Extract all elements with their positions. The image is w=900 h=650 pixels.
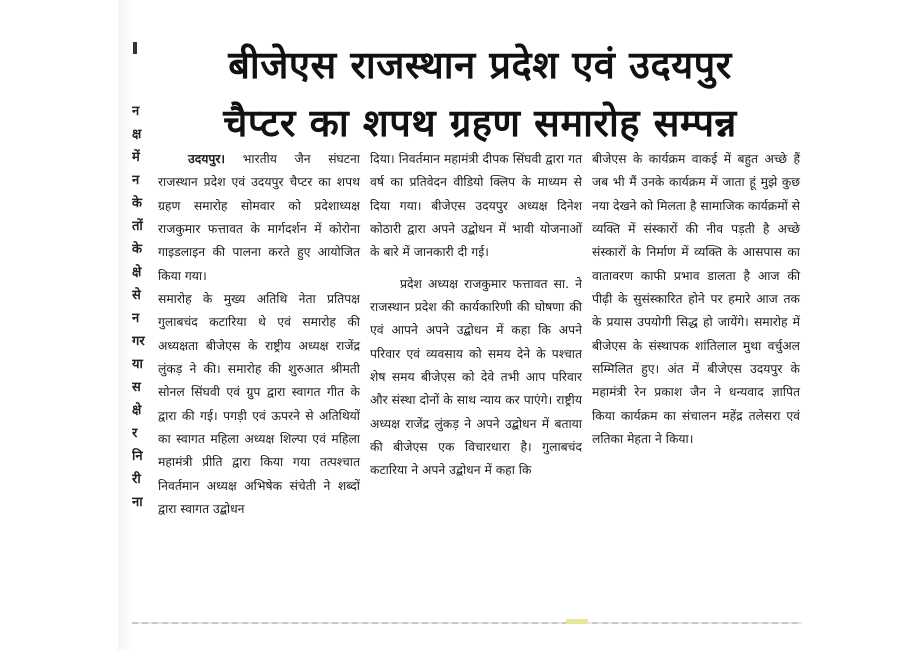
bottom-divider [132, 622, 802, 624]
headline-line-1: बीजेएस राजस्थान प्रदेश एवं उदयपुर [228, 43, 732, 87]
fragment-text: री [132, 472, 141, 487]
paragraph: बीजेएस के कार्यक्रम वाकई में बहुत अच्छे हैं जब भी मैं उनके कार्यक्रम में जाता हूं मुझे कुछ नया देखने को मिलता है सामाजिक कार्यक्रमों से व्यक्ति में संस्कारों की नीव पड़ती है अच्छे संस्कारों के निर्माण में व्यक्ति के आसपास का वातावरण काफी प्रभाव डालता है आज की पीढ़ी के सुसंस्कारित होने पर हमारे आज तक के प्रयास उपयोगी सिद्ध हो जायेंगे। समारोह में बीजेएस के संस्थापक शांतिलाल मुथा वर्चुअल सम्मिलित हुए। अंत में बीजेएस उदयपुर के महामंत्री रेन प्रकाश जैन ने धन्यवाद ज्ञापित किया कार्यक्रम का संचालन महेंद्र तलेसरा एवं लतिका मेहता ने किया। [592, 152, 800, 447]
fragment-text: या [132, 357, 143, 372]
article-column-1 [158, 148, 360, 522]
column-mark [133, 42, 137, 54]
highlight-mark [566, 619, 588, 624]
paragraph-text: भारतीय जैन संघटना राजस्थान प्रदेश एवं उदयपुर चैप्टर का शपथ ग्रहण समारोह सोमवार को प्रदेशाध्यक्ष राजकुमार फत्तावत के मार्गदर्शन में कोरोना गाइडलाइन की पालना करते हुए आयोजित किया गया। [158, 152, 360, 283]
fragment-text: स [132, 380, 141, 395]
paragraph: दिया। निवर्तमान महामंत्री दीपक सिंघवी द्वारा गत वर्ष का प्रतिवेदन वीडियो क्लिप के माध्यम से दिया गया। बीजेएस उदयपुर अध्यक्ष दिनेश कोठारी द्वारा अपने उद्बोधन में भावी योजनाओं के बारे में जानकारी दी गई। [370, 152, 582, 260]
fragment-text: ना [132, 495, 143, 510]
fragment-text: क्ष [132, 127, 142, 142]
fragment-text: न [132, 173, 140, 188]
fragment-text: के [132, 242, 142, 257]
fragment-text: से [132, 288, 141, 303]
paragraph: समारोह के मुख्य अतिथि नेता प्रतिपक्ष गुलाबचंद कटारिया थे एवं समारोह की अध्यक्षता बीजेएस के राष्ट्रीय अध्यक्ष राजेंद्र लुंकड़ ने की। समारोह की शुरुआत श्रीमती सोनल सिंघवी एवं ग्रुप द्वारा स्वागत गीत के द्वारा की गई। पगड़ी एवं ऊपरने से अतिथियों का स्वागत महिला अध्यक्ष शिल्पा एवं महिला महामंत्री प्रीति द्वारा किया गया तत्पश्चात निवर्तमान अध्यक्ष अभिषेक संचेती ने शब्दों द्वारा स्वागत उद्बोधन [158, 292, 360, 517]
paragraph: प्रदेश अध्यक्ष राजकुमार फत्तावत सा. ने राजस्थान प्रदेश की कार्यकारिणी की घोषणा की एवं आपने अपने उद्बोधन में कहा कि अपने परिवार एवं व्यवसाय को समय देने के पश्चात शेष समय बीजेएस को देवे तभी आप परिवार और संस्था दोनों के साथ न्याय कर पाएंगे। राष्ट्रीय अध्यक्ष राजेंद्र लुंकड़ ने अपने उद्बोधन में बताया की बीजेएस एक विचारधारा है। गुलाबचंद कटारिया ने अपने उद्बोधन में कहा कि [370, 276, 582, 478]
article-column-3 [592, 148, 800, 451]
fragment-text: नि [132, 449, 143, 464]
fragment-text: न [132, 311, 140, 326]
paragraph [158, 148, 360, 288]
article-column-2 [370, 148, 582, 483]
headline-line-2: चैप्टर का शपथ ग्रहण समारोह सम्पन्न [223, 101, 737, 145]
adjacent-article-fragment [132, 100, 154, 514]
fragment-text: के [132, 196, 142, 211]
fragment-text: न [132, 104, 140, 119]
fragment-text: तों [132, 219, 143, 234]
fragment-text: क्षे [132, 265, 142, 280]
dateline: उदयपुर। [188, 152, 226, 166]
newspaper-fold-edge [118, 0, 132, 650]
fragment-text: गर [132, 334, 145, 349]
headline [160, 36, 800, 152]
fragment-text: र [132, 426, 138, 441]
fragment-text: में [132, 150, 140, 165]
fragment-text: क्षे [132, 403, 142, 418]
